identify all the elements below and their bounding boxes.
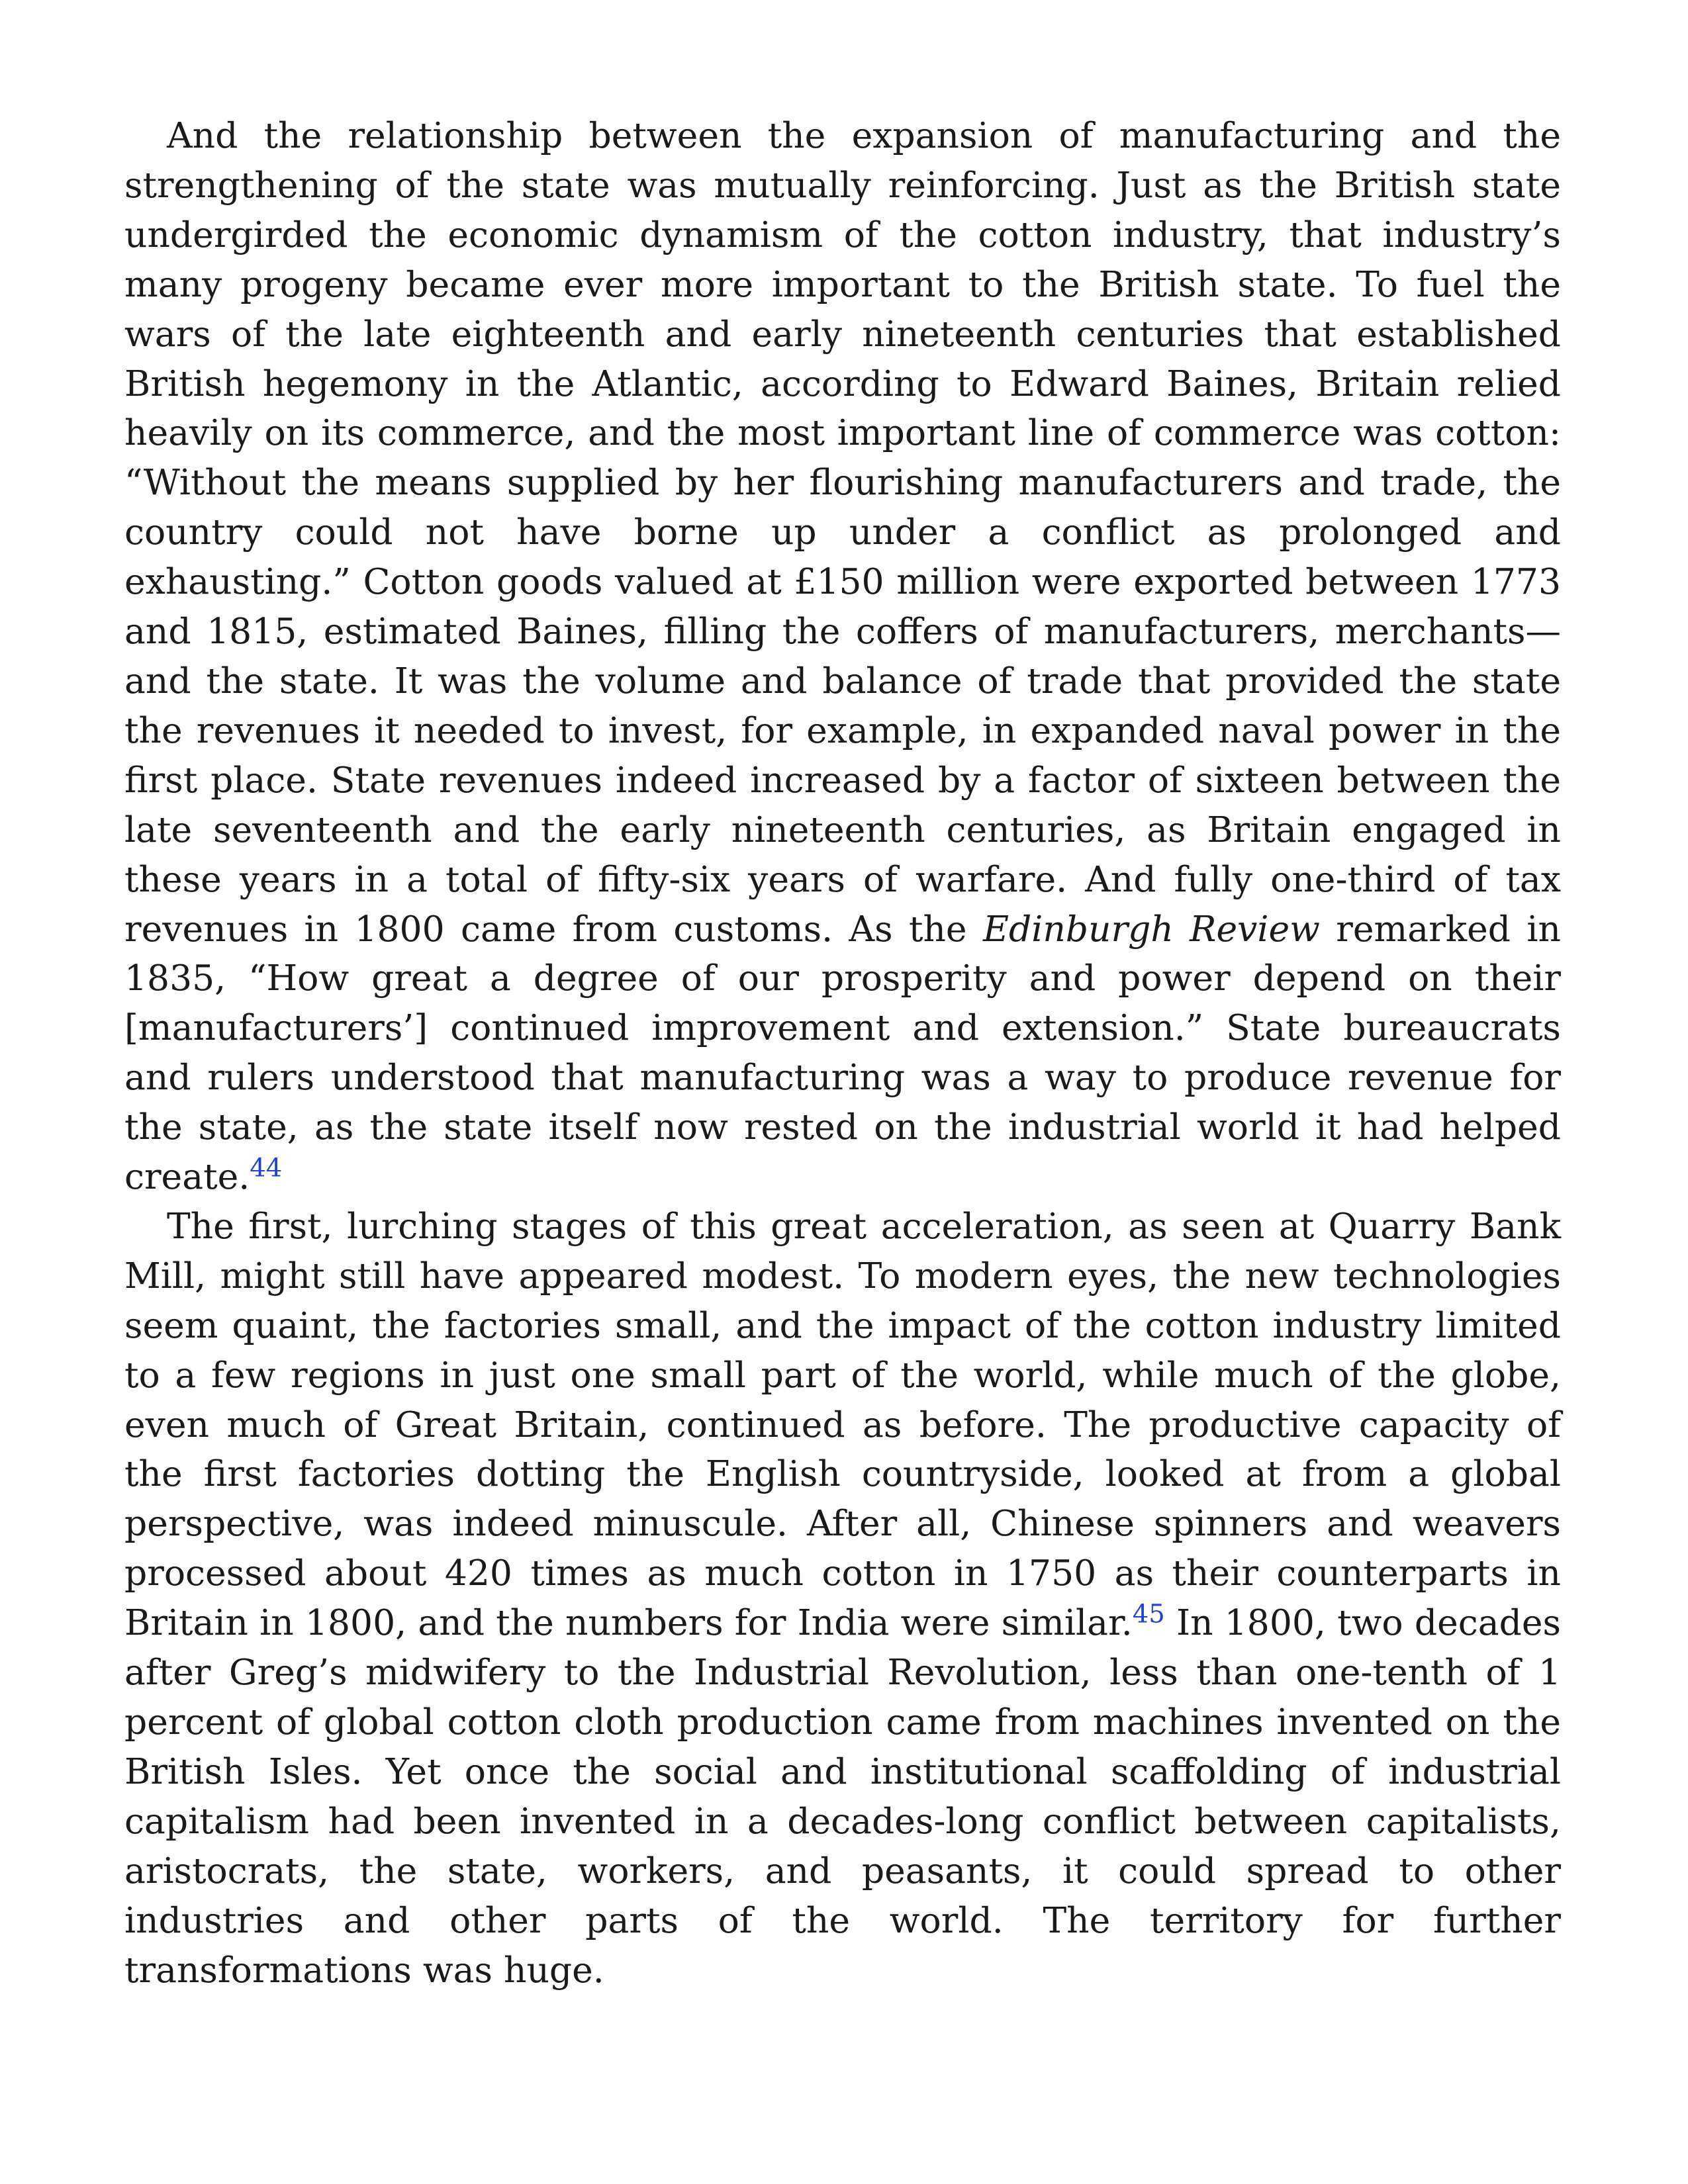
paragraph-1-text-start: And the relationship between the expansion of manufacturing and the strengthening of the state was mutually reinforcing. Just as the British state undergirded the economic dynamism of the cotton industry, that industry’s many progeny became ever more important to the British state. To fuel the wars of the late eighteenth and early nineteenth centuries that established British hegemony in the Atlantic, according to Edward Baines, Britain relied heavily on its commerce, and the most important line of commerce was cotton: “Without the means supplied by her flourishing manufacturers and trade, the country could not have borne up under a conflict as prolonged and exhausting.” Cotton goods valued at £150 million were exported between 1773 and 1815, estimated Baines, filling the coffers of manufacturers, merchants—and the state. It was the volume and balance of trade that provided the state the revenues it needed to invest, for example, in expanded naval power in the first place. State revenues indeed increased by a factor of sixteen between the late seventeenth and the early nineteenth centuries, as Britain engaged in these years in a total of fifty-six years of warfare. And fully one-third of tax revenues in 1800 came from customs. As the [124,114,1561,950]
paragraph-2 [124,1202,1561,1995]
paragraph-2-text-start: The first, lurching stages of this great acceleration, as seen at Quarry Bank Mill, might still have appeared modest. To modern eyes, the new technologies seem quaint, the factories small, and the impact of the cotton industry limited to a few regions in just one small part of the world, while much of the globe, even much of Great Britain, continued as before. The productive capacity of the first factories dotting the English countryside, looked at from a global perspective, was indeed minuscule. After all, Chinese spinners and weavers processed about 420 times as much cotton in 1750 as their counterparts in Britain in 1800, and the numbers for India were similar. [124,1205,1561,1644]
footnote-link-45[interactable]: 45 [1132,1599,1165,1629]
body-text [124,111,1561,1995]
paragraph-1-text-end: remarked in 1835, “How great a degree of our prosperity and power depend on their [manufacturers’] continued improvement and extension.” State bureaucrats and rulers understood that manufacturing was a way to produce revenue for the state, as the state itself now rested on the industrial world it had helped create. [124,907,1561,1198]
footnote-link-44[interactable]: 44 [250,1153,283,1183]
paragraph-2-text-end: In 1800, two decades after Greg’s midwifery to the Industrial Revolution, less than one-tenth of 1 percent of global cotton cloth production came from machines invented on the British Isles. Yet once the social and institutional scaffolding of industrial capitalism had been invented in a decades-long conflict between capitalists, aristocrats, the state, workers, and peasants, it could spread to other industries and other parts of the world. The territory for further transformations was huge. [124,1602,1561,1991]
paragraph-1 [124,111,1561,1202]
publication-title: Edinburgh Review [982,907,1320,950]
